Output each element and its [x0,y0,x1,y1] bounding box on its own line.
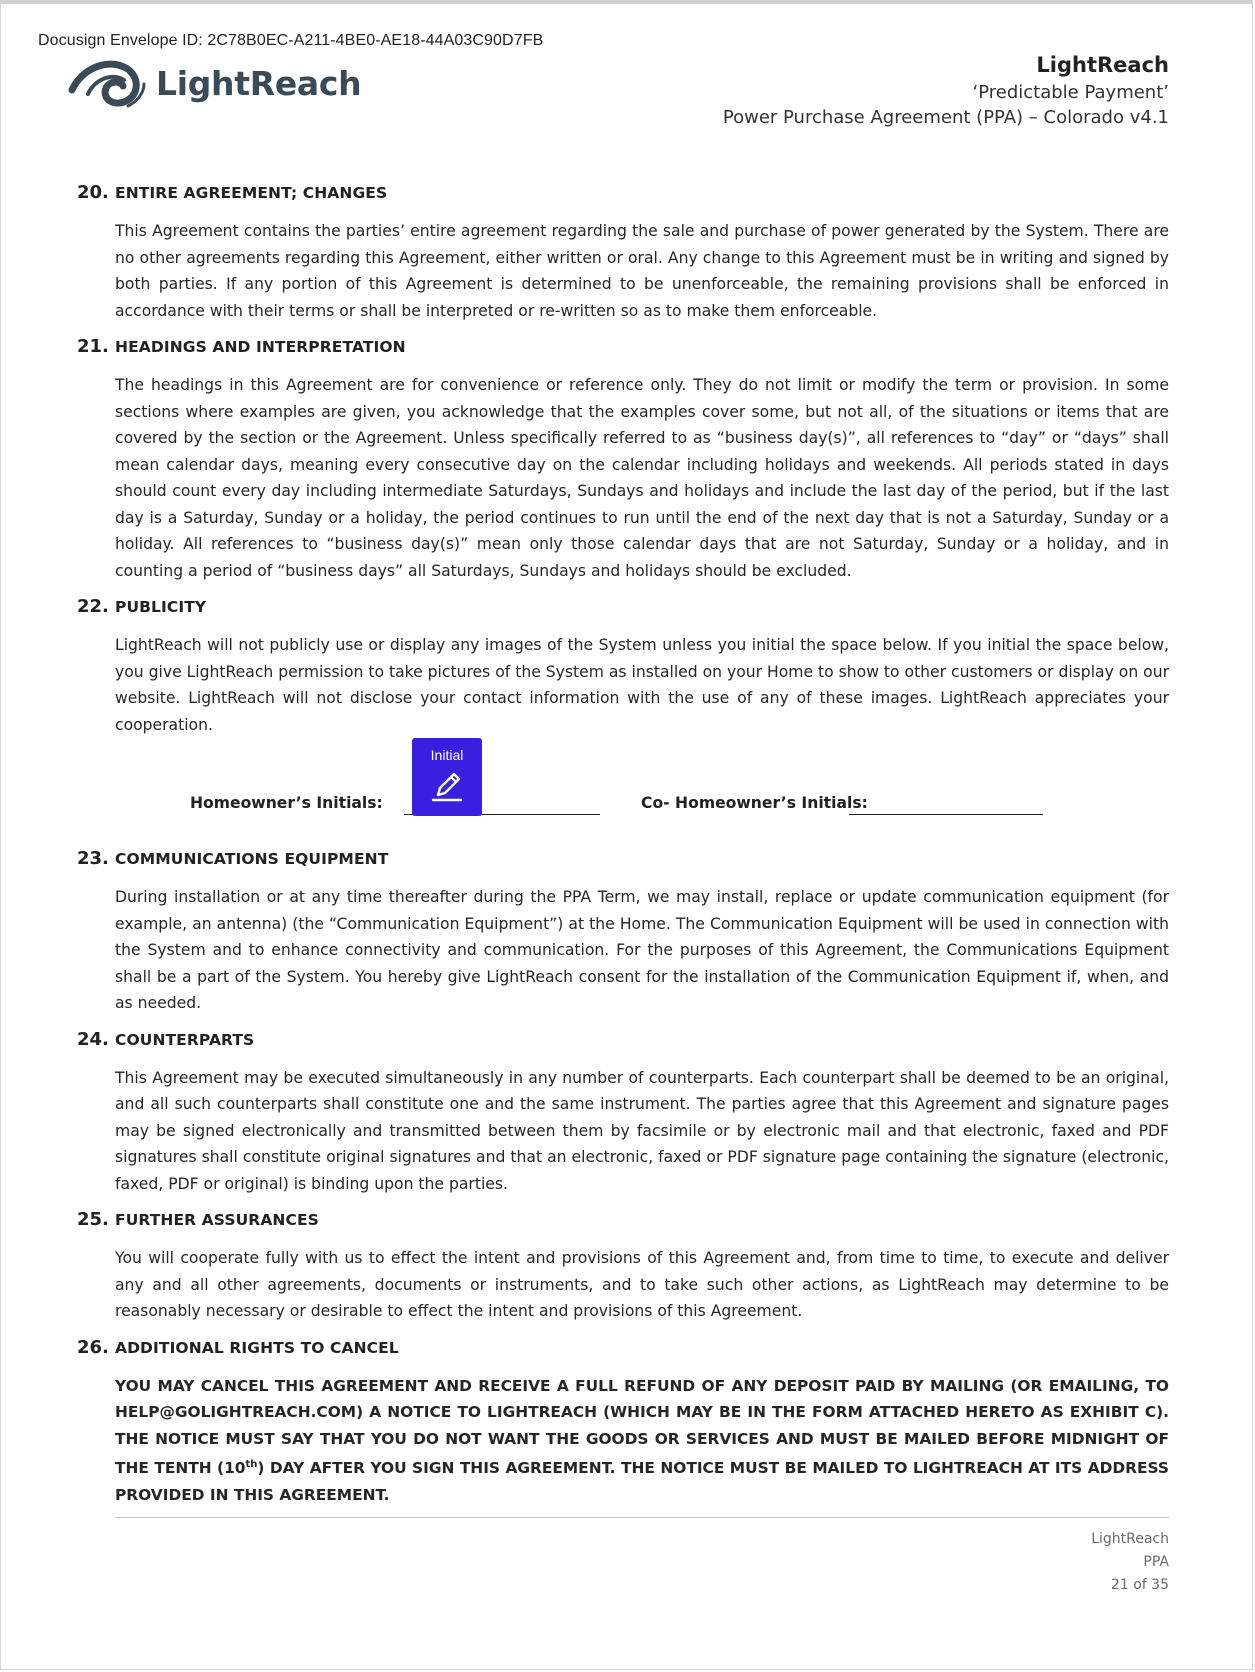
section-number: 25. [77,1209,109,1230]
header-subtitle: ‘Predictable Payment’ [972,82,1169,103]
footer-brand: LightReach [1091,1531,1169,1547]
section-body: The headings in this Agreement are for convenience or reference only. They do not limit or modify the term or provision. In some sections where examples are given, you acknowledge that the examples cover some, but not all, of the situations or items that are covered by the section or the Agreement. Unless specifically referred to as “business day(s)”, all references to “day” or “days” shall mean calendar days, meaning every consecutive day on the calendar including holidays and weekends. All periods stated in days should count every day including intermediate Saturdays, Sundays and holidays and include the last day of the period, but if the last day is a Saturday, Sunday or a holiday, the period continues to run until the end of the next day that is not a Saturday, Sunday or a holiday. All references to “business day(s)” mean only those calendar days that are not Saturday, Sunday or a holiday, and in counting a period of “business days” all Saturdays, Sundays and holidays should be excluded. [115,376,1169,580]
initial-sign-button[interactable] [412,738,482,816]
section-23 [77,848,1169,1017]
homeowner-initials-label: Homeowner’s Initials: [190,794,383,812]
agreement-content [77,182,1169,1520]
footer-divider [115,1517,1169,1518]
page-number: 21 of 35 [1110,1577,1169,1593]
cancel-notice-text-b: ) DAY AFTER YOU SIGN THIS AGREEMENT. THE NOTICE MUST BE MAILED TO LIGHTREACH AT ITS ADDRESS PROVIDED IN THIS AGREEMENT. [115,1459,1169,1504]
section-21 [77,336,1169,584]
section-title: COUNTERPARTS [115,1030,255,1049]
section-title: FURTHER ASSURANCES [115,1211,319,1229]
cancel-notice-text-a: YOU MAY CANCEL THIS AGREEMENT AND RECEIVE A FULL REFUND OF ANY DEPOSIT PAID BY MAILING (OR EMAILING, TO HELP@GOLIGHTREACH.COM) A NOTICE TO LIGHTREACH (WHICH MAY BE IN THE FORM ATTACHED HERETO AS EXHIBIT C). THE NOTICE MUST SAY THAT YOU DO NOT WANT THE GOODS OR SERVICES AND MUST BE MAILED BEFORE MIDNIGHT OF THE TENTH (10 [115,1376,1169,1478]
cancel-notice-sup: th [245,1459,258,1470]
section-24 [77,1029,1169,1198]
section-number: 24. [77,1028,109,1050]
section-number: 20. [77,182,109,203]
section-body: This Agreement contains the parties’ entire agreement regarding the sale and purchase of power generated by the System. There are no other agreements regarding this Agreement, either written or oral. Any change to this Agreement must be in writing and signed by both parties. If any portion of this Agreement is determined to be unenforceable, the remaining provisions shall be enforced in accordance with their terms or shall be interpreted or re-written so as to make them enforceable. [115,222,1169,320]
initials-row [115,738,1169,848]
section-title: PUBLICITY [115,598,207,616]
header-doc-title: Power Purchase Agreement (PPA) – Colorado v4.1 [722,107,1169,128]
initial-tag-label: Initial [430,747,464,763]
section-body: During installation or at any time thereafter during the PPA Term, we may install, replace or update communication equipment (for example, an antenna) (the “Communication Equipment”) at the Home. The Communication Equipment will be used in connection with the System and to enhance connectivity and communication. For the purposes of this Agreement, the Communications Equipment shall be a part of the System. You hereby give LightReach consent for the installation of the Communication Equipment if, when, and as needed. [115,888,1169,1012]
section-title: HEADINGS AND INTERPRETATION [115,338,406,356]
header-brand: LightReach [1036,53,1169,77]
section-number: 22. [77,596,109,617]
logo-text: LightReach [156,63,362,103]
pen-icon [430,769,464,803]
section-26 [77,1337,1169,1509]
co-homeowner-initials-label: Co- Homeowner’s Initials: [641,794,868,812]
document-header [723,50,1169,130]
cancel-notice-body [115,1373,1169,1509]
section-title: ENTIRE AGREEMENT; CHANGES [115,184,388,202]
section-number: 21. [77,336,109,357]
co-homeowner-initials-line[interactable] [849,814,1043,815]
section-title: COMMUNICATIONS EQUIPMENT [115,850,389,868]
section-25 [77,1209,1169,1325]
section-body: LightReach will not publicly use or display any images of the System unless you initial the space below. If you initial the space below, you give LightReach permission to take pictures of the System as installed on your Home to show to other customers or display on our website. LightReach will not disclose your contact information with the use of any of these images. LightReach appreciates your cooperation. [115,636,1169,734]
lightreach-swirl-logo-icon [68,54,148,112]
footer-doc: PPA [1143,1554,1169,1570]
section-number: 23. [77,848,109,869]
section-20 [77,182,1169,324]
page-footer [1091,1528,1169,1597]
envelope-id: Docusign Envelope ID: 2C78B0EC-A211-4BE0-AE18-44A03C90D7FB [38,32,544,49]
section-body: You will cooperate fully with us to effect the intent and provisions of this Agreement and, from time to time, to execute and deliver any and all other agreements, documents or instruments, and to take such other actions, as LightReach may determine to be reasonably necessary or desirable to effect the intent and provisions of this Agreement. [115,1249,1169,1320]
section-body: This Agreement may be executed simultaneously in any number of counterparts. Each counterpart shall be deemed to be an original, and all such counterparts shall constitute one and the same instrument. The parties agree that this Agreement and signature pages may be signed electronically and transmitted between them by facsimile or by electronic mail and that electronic, faxed and PDF signatures shall constitute original signatures and that an electronic, faxed or PDF signature page containing the signature (electronic, faxed, PDF or original) is binding upon the parties. [115,1068,1169,1193]
section-title: ADDITIONAL RIGHTS TO CANCEL [115,1338,399,1357]
section-22 [77,596,1169,848]
logo [68,52,361,114]
section-number: 26. [77,1336,109,1358]
